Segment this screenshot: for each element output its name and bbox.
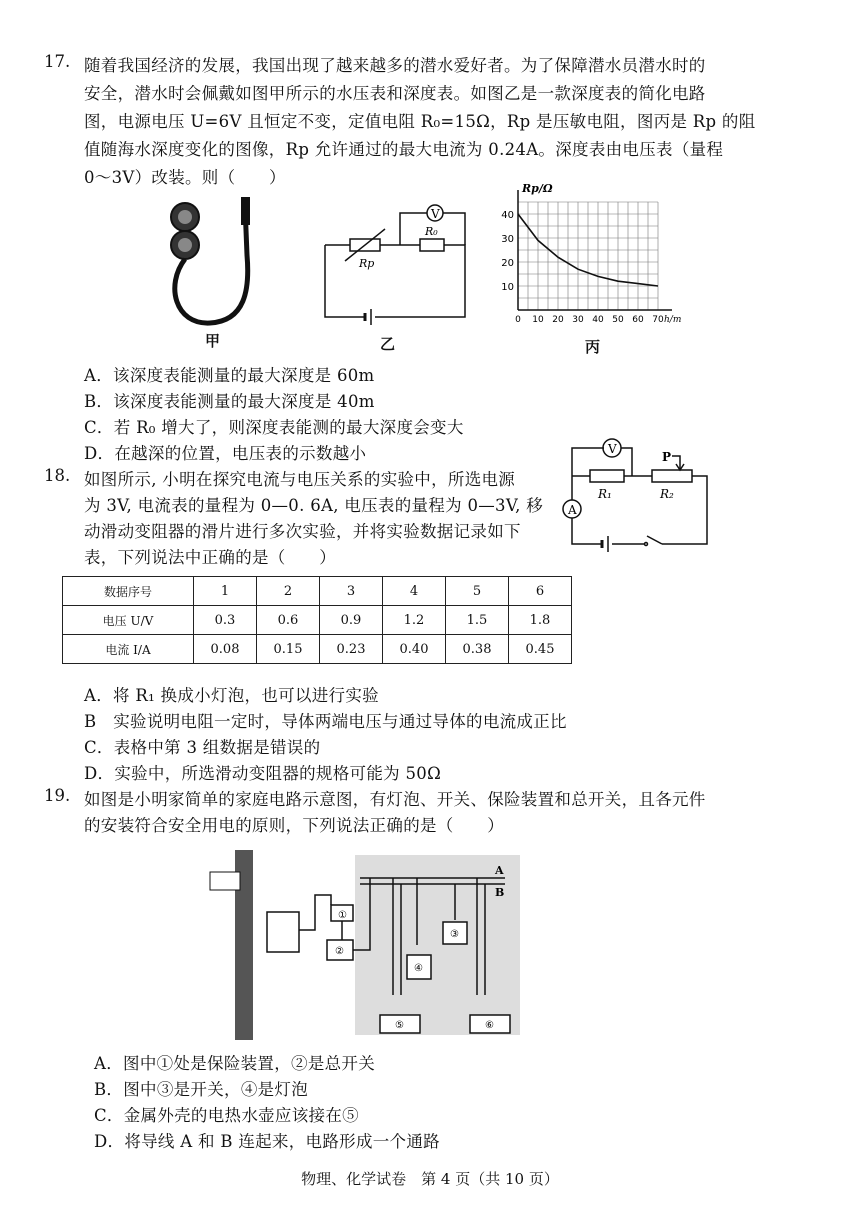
table-cell: 0.45 (509, 635, 572, 664)
table-header: 4 (383, 577, 446, 606)
x-axis-label: h/m (664, 315, 682, 325)
table-header: 5 (446, 577, 509, 606)
table-cell: 0.6 (257, 606, 320, 635)
circuit-mark-4: ④ (414, 963, 423, 974)
q18-option-c: C．表格中第 3 组数据是错误的 (84, 738, 321, 757)
depth-gauge-figure (165, 195, 275, 330)
x-tick-label: 30 (572, 315, 584, 325)
table-cell: 0.23 (320, 635, 383, 664)
table-row (63, 606, 572, 635)
table-cell: 0.15 (257, 635, 320, 664)
table-cell: 0.9 (320, 606, 383, 635)
page-footer: 物理、化学试卷 第 4 页（共 10 页） (301, 1170, 559, 1188)
q17-line-2: 安全，潜水时会佩戴如图甲所示的水压表和深度表。如图乙是一款深度表的简化电路 (84, 84, 706, 103)
fig-label-bing: 丙 (585, 338, 601, 356)
q18-r1-label: R₁ (598, 487, 612, 501)
q18-option-a: A．将 R₁ 换成小灯泡，也可以进行实验 (84, 686, 379, 705)
fig-label-yi: 乙 (380, 335, 396, 353)
q17-line-4: 值随海水深度变化的图像，Rp 允许通过的最大电流为 0.24A。深度表由电压表（量程 (84, 140, 724, 159)
x-tick-label: 0 (515, 315, 521, 325)
table-cell: 电流 I/A (63, 635, 194, 664)
q17-option-c: C．若 R₀ 增大了，则深度表能测的最大深度会变大 (84, 418, 464, 437)
wire-label-a: A (495, 864, 504, 877)
fig-label-jia: 甲 (205, 332, 221, 350)
q19-number: 19. (44, 786, 71, 805)
q17-option-a: A．该深度表能测量的最大深度是 60m (84, 366, 375, 385)
q19-line-1: 如图是小明家简单的家庭电路示意图，有灯泡、开关、保险装置和总开关，且各元件 (84, 790, 706, 809)
circuit-mark-5: ⑤ (395, 1020, 404, 1031)
q17-circuit-diagram (315, 195, 475, 330)
circuit-mark-6: ⑥ (485, 1020, 494, 1031)
q17-r0-label: R₀ (425, 225, 438, 238)
q18-line-4: 表，下列说法中正确的是（ ） (84, 548, 336, 567)
table-cell: 1.5 (446, 606, 509, 635)
q18-slider-label: P (662, 450, 672, 464)
circuit-mark-2: ② (335, 946, 344, 957)
table-row (63, 577, 572, 606)
q17-line-5: 0～3V）改装。则（ ） (84, 168, 286, 187)
q18-line-2: 为 3V, 电流表的量程为 0—0. 6A, 电压表的量程为 0—3V, 移 (84, 496, 544, 515)
q19-line-2: 的安装符合安全用电的原则，下列说法正确的是（ ） (84, 816, 504, 835)
table-header: 1 (194, 577, 257, 606)
wire-label-b: B (495, 886, 505, 899)
q18-r2-label: R₂ (660, 487, 674, 501)
table-header: 3 (320, 577, 383, 606)
y-tick-label: 20 (501, 258, 514, 269)
y-tick-label: 30 (501, 234, 514, 245)
table-cell: 电压 U/V (63, 606, 194, 635)
x-tick-label: 70 (652, 315, 664, 325)
x-tick-label: 40 (592, 315, 604, 325)
q18-option-b: B 实验说明电阻一定时，导体两端电压与通过导体的电流成正比 (84, 712, 567, 731)
q17-line-1: 随着我国经济的发展，我国出现了越来越多的潜水爱好者。为了保障潜水员潜水时的 (84, 56, 706, 75)
q18-data-table (62, 576, 572, 664)
y-tick-label: 10 (501, 282, 514, 293)
q19-option-c: C．金属外壳的电热水壶应该接在⑤ (94, 1106, 359, 1125)
q18-voltmeter-label: V (608, 442, 617, 456)
table-cell: 1.8 (509, 606, 572, 635)
circuit-mark-3: ③ (450, 929, 459, 940)
q17-line-3: 图，电源电压 U=6V 且恒定不变，定值电阻 R₀=15Ω，Rp 是压敏电阻，图丙是 Rp 的阻 (84, 112, 756, 131)
q17-rp-label: Rp (359, 257, 375, 270)
table-cell: 0.40 (383, 635, 446, 664)
q18-number: 18. (44, 466, 71, 485)
q17-option-b: B．该深度表能测量的最大深度是 40m (84, 392, 375, 411)
circuit-mark-1: ① (338, 910, 347, 921)
table-cell: 0.38 (446, 635, 509, 664)
q17-number: 17. (44, 52, 71, 71)
rp-depth-graph (488, 180, 688, 330)
q18-ammeter-label: A (568, 503, 577, 517)
q18-option-d: D．实验中，所选滑动变阻器的规格可能为 50Ω (84, 764, 442, 783)
table-header: 数据序号 (63, 577, 194, 606)
q18-circuit-diagram (552, 434, 717, 559)
q19-option-b: B．图中③是开关，④是灯泡 (94, 1080, 309, 1099)
table-cell: 0.08 (194, 635, 257, 664)
table-cell: 1.2 (383, 606, 446, 635)
y-axis-label: Rp/Ω (522, 182, 553, 195)
x-tick-label: 50 (612, 315, 624, 325)
household-circuit-figure (205, 850, 525, 1040)
table-header: 6 (509, 577, 572, 606)
q18-line-1: 如图所示, 小明在探究电流与电压关系的实验中，所选电源 (84, 470, 516, 489)
x-tick-label: 60 (632, 315, 644, 325)
q19-option-a: A．图中①处是保险装置，②是总开关 (94, 1054, 376, 1073)
q17-option-d: D．在越深的位置，电压表的示数越小 (84, 444, 367, 463)
table-row (63, 635, 572, 664)
x-tick-label: 20 (552, 315, 564, 325)
q19-option-d: D．将导线 A 和 B 连起来，电路形成一个通路 (94, 1132, 440, 1151)
q17-voltmeter-label: V (431, 207, 440, 221)
x-tick-label: 10 (532, 315, 544, 325)
y-tick-label: 40 (501, 210, 514, 221)
table-cell: 0.3 (194, 606, 257, 635)
table-header: 2 (257, 577, 320, 606)
q18-line-3: 动滑动变阻器的滑片进行多次实验，并将实验数据记录如下 (84, 522, 521, 541)
